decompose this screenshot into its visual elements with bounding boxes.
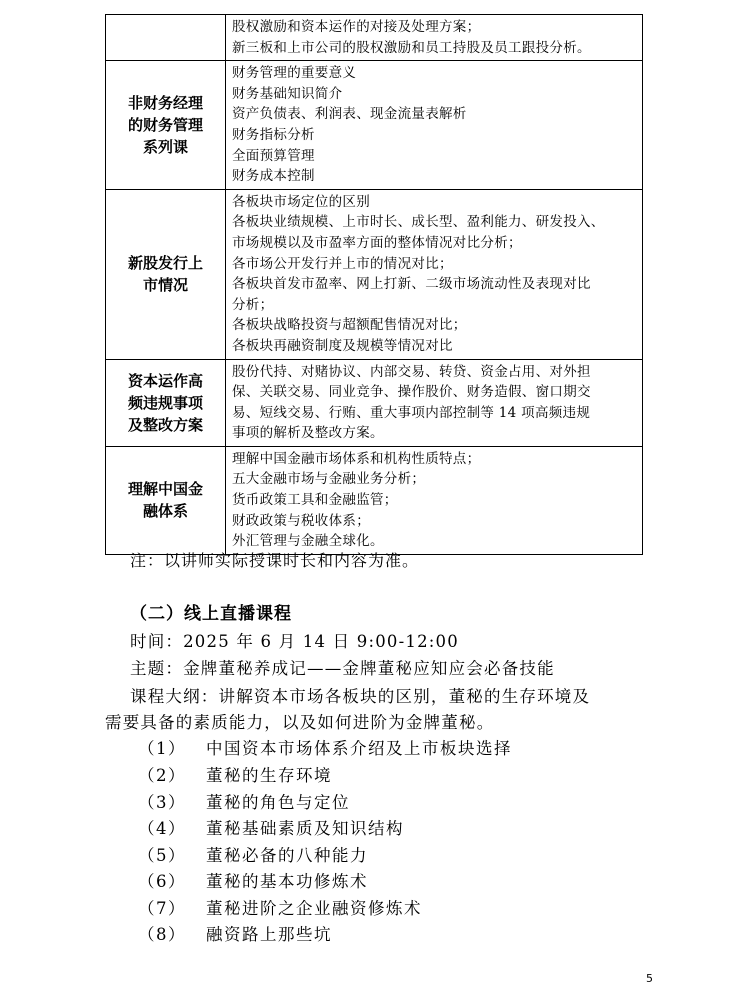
content-line: 各板块首发市盈率、网上打新、二级市场流动性及表现对比	[232, 276, 591, 293]
content-cell	[226, 61, 643, 190]
content-cell	[226, 15, 643, 61]
content-line: 股权激励和资本运作的对接及处理方案；	[232, 19, 481, 35]
course-theme: 主题：金牌董秘养成记——金牌董秘应知应会必备技能	[130, 659, 555, 678]
content-line: 外汇管理与金融全球化。	[232, 533, 384, 550]
table-note: 注：以讲师实际授课时长和内容为准。	[130, 551, 420, 570]
list-item: （3） 董秘的角色与定位	[138, 793, 350, 812]
list-item: （2） 董秘的生存环境	[138, 766, 332, 785]
content-line: 易、短线交易、行贿、重大事项内部控制等 14 项高频违规	[232, 404, 591, 421]
category-cell: 非财务经理 的财务管理 系列课	[106, 61, 226, 190]
list-item: （7） 董秘进阶之企业融资修炼术	[138, 899, 422, 918]
content-cell	[226, 359, 643, 446]
list-item: （5） 董秘必备的八种能力	[138, 846, 368, 865]
section-title: （二）线上直播课程	[130, 604, 292, 624]
category-cell: 资本运作高 频违规事项 及整改方案	[106, 359, 226, 446]
table-row	[106, 61, 643, 190]
content-line: 市场规模以及市盈率方面的整体情况对比分析；	[232, 234, 522, 251]
content-line: 分析；	[232, 296, 274, 313]
content-line: 各板块业绩规模、上市时长、成长型、盈利能力、研发投入、	[232, 214, 605, 231]
course-table	[105, 14, 643, 555]
content-line: 保、关联交易、同业竞争、操作股价、财务造假、窗口期交	[232, 384, 591, 401]
table-row	[106, 189, 643, 359]
table-row	[106, 15, 643, 61]
content-line: 新三板和上市公司的股权激励和员工持股及员工跟投分析。	[232, 39, 591, 56]
content-line: 财务基础知识简介	[232, 85, 343, 102]
course-outline-cont: 需要具备的素质能力，以及如何进阶为金牌董秘。	[105, 713, 495, 732]
content-line: 财务管理的重要意义	[232, 65, 357, 82]
page-number: 5	[646, 972, 653, 985]
course-time: 时间：2025 年 6 月 14 日 9:00-12:00	[130, 632, 459, 651]
content-line: 各市场公开发行并上市的情况对比；	[232, 255, 453, 272]
table-row	[106, 446, 643, 554]
category-cell: 理解中国金 融体系	[106, 446, 226, 554]
content-cell	[226, 446, 643, 554]
category-cell: 新股发行上 市情况	[106, 189, 226, 359]
content-line: 事项的解析及整改方案。	[232, 425, 384, 442]
content-line: 全面预算管理	[232, 147, 315, 164]
list-item: （8） 融资路上那些坑	[138, 925, 332, 944]
table-row	[106, 359, 643, 446]
content-line: 各板块战略投资与超额配售情况对比；	[232, 317, 467, 334]
content-line: 各板块市场定位的区别	[232, 193, 370, 210]
content-line: 各板块再融资制度及规模等情况对比	[232, 337, 453, 354]
content-line: 财政政策与税收体系；	[232, 512, 370, 529]
list-item: （1） 中国资本市场体系介绍及上市板块选择	[138, 739, 512, 758]
category-cell	[106, 15, 226, 61]
content-line: 资产负债表、利润表、现金流量表解析	[232, 106, 467, 123]
list-item: （4） 董秘基础素质及知识结构	[138, 819, 404, 838]
list-item: （6） 董秘的基本功修炼术	[138, 872, 368, 891]
content-line: 五大金融市场与金融业务分析；	[232, 471, 426, 488]
content-line: 货币政策工具和金融监管；	[232, 492, 398, 509]
content-line: 股份代持、对赌协议、内部交易、转贷、资金占用、对外担	[232, 363, 591, 380]
content-line: 财务指标分析	[232, 126, 315, 143]
content-cell	[226, 189, 643, 359]
course-outline: 课程大纲：讲解资本市场各板块的区别，董秘的生存环境及	[130, 687, 591, 706]
content-line: 财务成本控制	[232, 168, 315, 185]
content-line: 理解中国金融市场体系和机构性质特点；	[232, 450, 481, 467]
